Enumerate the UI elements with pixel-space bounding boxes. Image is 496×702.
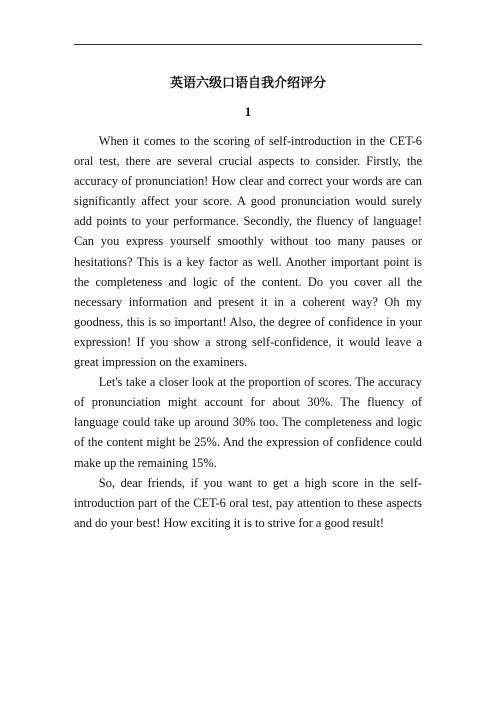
document-title: 英语六级口语自我介绍评分 (169, 76, 326, 91)
header-rule (74, 44, 422, 45)
body-text (74, 131, 422, 533)
paragraph-score-proportions: Let's take a closer look at the proportion of scores. The accuracy of pronunciation might account for about 30%. The fluency of language could take up around 30% too. The completeness and logic of the content might be 25%. And the expression of confidence could make up the remaining 15%. (74, 375, 422, 470)
section-number: 1 (244, 104, 252, 119)
paragraph-conclusion: So, dear friends, if you want to get a high score in the self-introduction part of the CET-6 oral test, pay attention to these aspects and do your best! How exciting it is to strive for a good result! (74, 475, 422, 530)
paragraph-scoring-aspects: When it comes to the scoring of self-introduction in the CET-6 oral test, there are several crucial aspects to consider. Firstly, the accuracy of pronunciation! How clear and correct your words are can significantly affect your score. A good pronunciation would surely add points to your performance. Secondly, the fluency of language! Can you express yourself smoothly without too many pauses or hesitations? This is a key factor as well. Another important point is the completeness and logic of the content. Do you cover all the necessary information and present it in a coherent way? Oh my goodness, this is so important! Also, the degree of confidence in your expression! If you show a strong self-confidence, it would leave a great impression on the examiners. (74, 134, 422, 370)
